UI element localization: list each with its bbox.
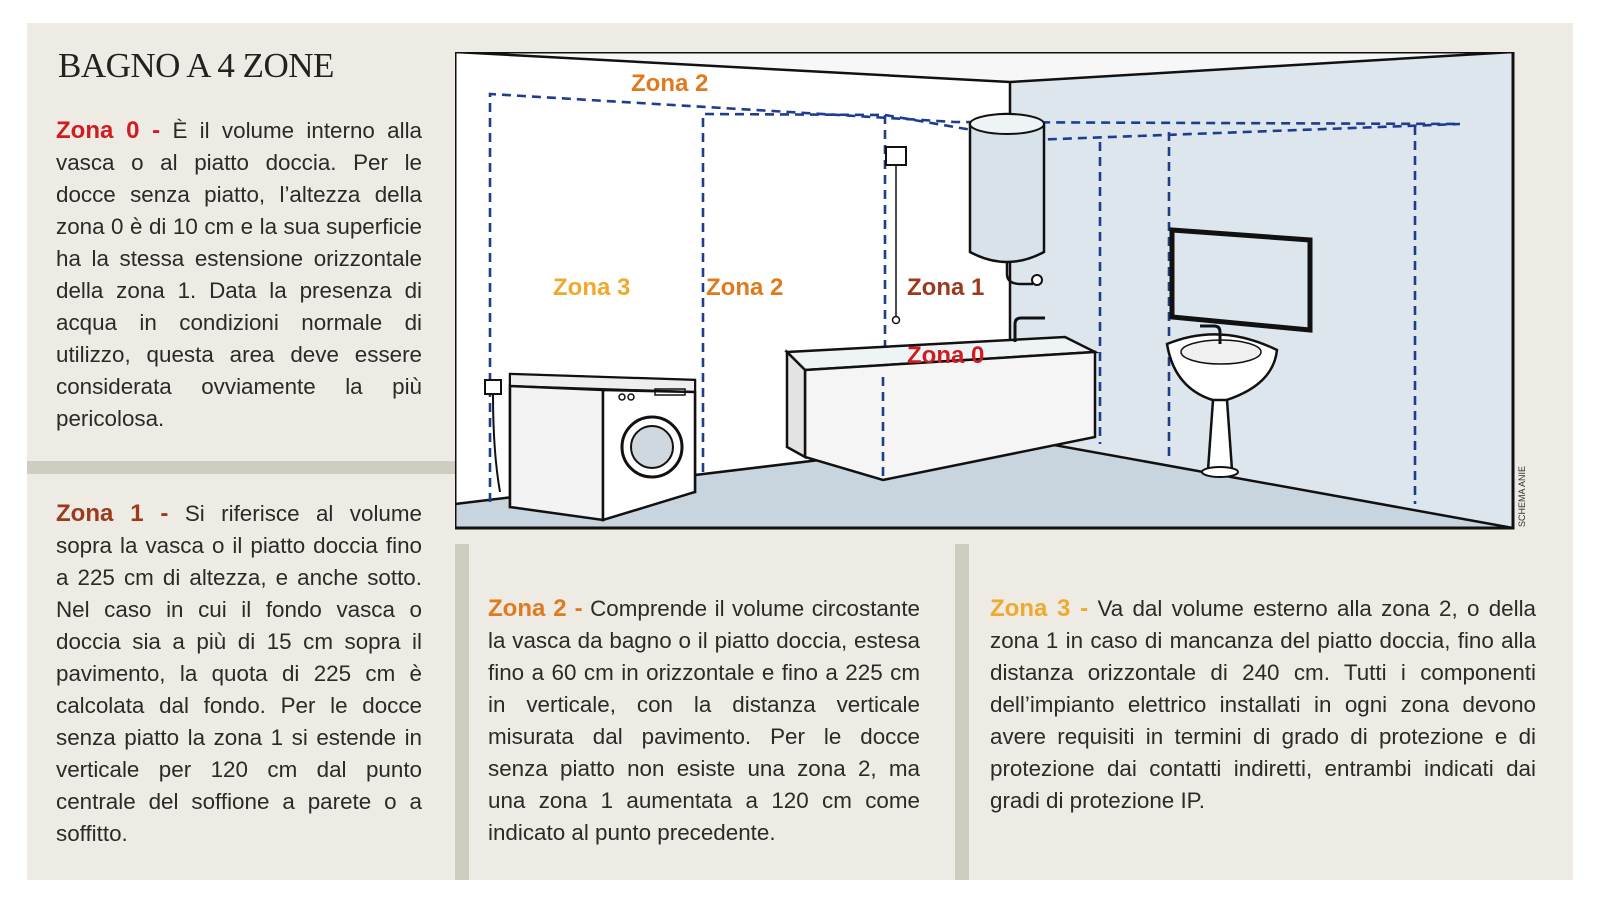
zona0-label: Zona 0 - [56,117,161,144]
zona2-text: Comprende il volume circostante la vasca da bagno o il piatto doccia, estesa fino a 60 cm in orizzontale e fino a 225 cm in verticale, con la distanza verticale misurata dal pavimento. Per le docce senza piatto non esiste una zona 2, ma una zona 1 aumentata a 120 cm come indicato al punto precedente. [488,596,920,845]
page-title: BAGNO A 4 ZONE [58,46,334,85]
zona2-description [488,593,920,849]
zona1-diagram-label: Zona 1 [907,274,985,301]
zona2-label: Zona 2 - [488,595,583,622]
zona2-diagram-label: Zona 2 [706,274,784,301]
zona0-description [56,115,422,435]
mirror [1172,230,1310,330]
washing-machine [485,374,695,520]
zona1-text: Si riferisce al volume sopra la vasca o il piatto doccia fino a 225 cm di altezza, e anche sotto. Nel caso in cui il fondo vasca o doccia sia a più di 15 cm sopra il pavimento, la quota di 225 cm è calcolata dal fondo. Per le docce senza piatto la zona 1 si estende in verticale per 120 cm dal punto centrale del soffione a parete o a soffitto. [56,501,422,846]
zona3-text: Va dal volume esterno alla zona 2, o della zona 1 in caso di mancanza del piatto doccia, fino alla distanza orizzontale di 240 cm. Tutti i componenti dell’impianto elettrico installati in ogni zona devono avere requisiti in termini di grado di protezione e di protezione dai contatti indiretti, entrambi indicati dai gradi di protezione IP. [990,596,1536,813]
zona3-description [990,593,1536,817]
diagram-credit: SCHEMA ANIE [1517,465,1527,527]
zona2-top-label: Zona 2 [631,70,709,97]
zona1-label: Zona 1 - [56,500,169,527]
zona1-description [56,498,422,850]
bathroom-zones-diagram [455,52,1545,542]
zona3-diagram-label: Zona 3 [553,274,631,301]
vertical-separator-2 [955,544,969,880]
horizontal-separator [27,461,455,474]
zona3-label: Zona 3 - [990,595,1089,622]
zona0-diagram-label: Zona 0 [907,342,985,369]
zona0-text: È il volume interno alla vasca o al piatto doccia. Per le docce senza piatto, l’altezza della zona 0 è di 10 cm e la sua superficie ha la stessa estensione orizzontale della zona 1. Data la presenza di acqua in condizioni normale di utilizzo, questa area deve essere considerata ovviamente la più pericolosa. [56,118,422,431]
vertical-separator-1 [455,544,469,880]
